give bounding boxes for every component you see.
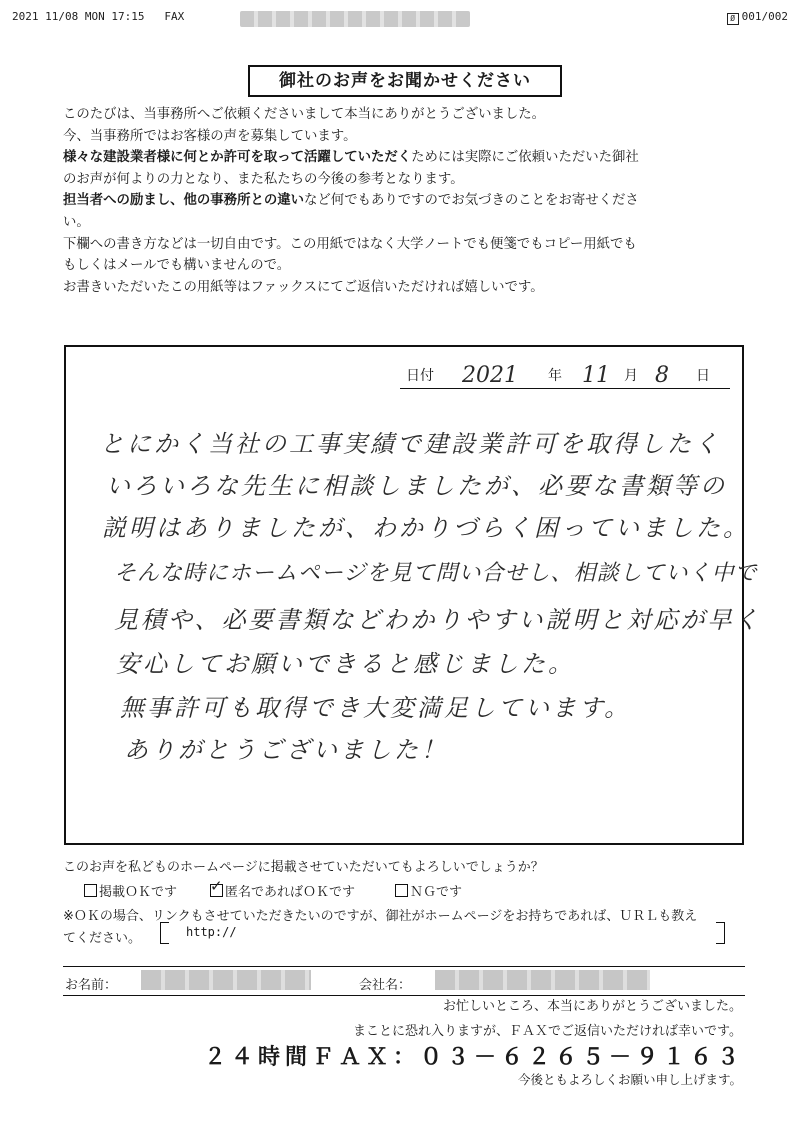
intro-bold: 担当者への励まし、他の事務所との違い [63, 193, 305, 209]
date-year: 2021 [462, 363, 518, 388]
intro-line: もしくはメールでも構いませんので。 [63, 258, 291, 274]
date-label: 日付 [406, 368, 434, 384]
footer-thanks: お忙しいところ、本当にありがとうございました。 [442, 999, 742, 1014]
url-input[interactable] [160, 922, 725, 946]
footer-fax-number: ２４時間ＦＡＸ：０３－６２６５－９１６３ [203, 1045, 744, 1070]
name-company-row [63, 966, 745, 996]
handwritten-line: そんな時にホームページを見て問い合せし、相談していく中で [114, 561, 758, 586]
footer-request: まことに恐れ入りますが、ＦＡＸでご返信いただければ幸いです。 [353, 1024, 742, 1039]
redacted-name [141, 970, 311, 990]
intro-line: のお声が何よりの力となり、また私たちの今後の参考となります。 [63, 171, 464, 187]
redacted-fax-number [240, 11, 470, 27]
date-day-unit: 日 [696, 368, 710, 384]
fax-header [12, 10, 788, 28]
date-year-unit: 年 [548, 368, 562, 384]
date-month-unit: 月 [624, 368, 638, 384]
fax-label: FAX [164, 10, 185, 23]
fax-datetime-text: 2021 11/08 MON 17:15 [12, 10, 145, 23]
handwritten-line: いろいろな先生に相談しましたが、必要な書類等の [106, 472, 727, 500]
name-label: お名前： [65, 978, 118, 993]
intro-line: い。 [63, 214, 90, 230]
handwritten-line: 安心してお願いできると感じました。 [116, 650, 575, 678]
redacted-company [435, 970, 650, 990]
intro-text [63, 104, 743, 298]
intro-line [63, 147, 743, 169]
intro-bold: 様々な建設業者様に何とか許可を取って活躍していただく [63, 150, 412, 166]
checkbox[interactable] [395, 884, 408, 897]
company-label: 会社名： [359, 978, 412, 993]
intro-line: 下欄への書き方などは一切自由です。この用紙ではなく大学ノートでも便箋でもコピー用紙でも [63, 236, 637, 252]
option-label: 匿名であればＯＫです [225, 885, 356, 900]
intro-rest: ためには実際にご依頼いただいた御社 [411, 150, 639, 166]
fax-page-icon: Ø [727, 13, 739, 25]
bracket-right [716, 922, 725, 944]
handwritten-line: 見積や、必要書類などわかりやすい説明と対応が早く [114, 606, 762, 634]
url-note-line: ※ＯＫの場合、リンクもさせていただきたいのですが、御社がホームページをお持ちであれば、ＵＲＬも教え [63, 909, 698, 924]
option-ng[interactable] [395, 881, 462, 900]
intro-line [63, 190, 743, 212]
date-month: 11 [582, 363, 610, 388]
option-publish-ok[interactable] [84, 881, 177, 900]
intro-line: このたびは、当事務所へご依頼くださいまして本当にありがとうございました。 [63, 107, 546, 122]
date-day: 8 [655, 363, 669, 388]
intro-rest: など何でもありですのでお気づきのことをお寄せくださ [304, 193, 639, 209]
footer-closing: 今後ともよろしくお願い申し上げます。 [517, 1072, 742, 1087]
handwritten-line: ありがとうございました！ [124, 736, 448, 764]
page-title: 御社のお声をお聞かせください [248, 65, 562, 97]
intro-line: お書きいただいたこの用紙等はファックスにてご返信いただければ嬉しいです。 [63, 279, 544, 295]
consent-question: このお声を私どものホームページに掲載させていただいてもよろしいでしょうか？ [63, 860, 544, 875]
option-label: ＮＧです [410, 885, 463, 900]
intro-line: 今、当事務所ではお客様の声を募集しています。 [63, 128, 357, 144]
handwritten-line: 無事許可も取得でき大変満足しています。 [120, 694, 632, 722]
checkbox[interactable] [84, 884, 97, 897]
fax-datetime [12, 10, 184, 23]
fax-page-text: 001/002 [741, 10, 788, 23]
bracket-left [160, 922, 169, 944]
date-field [400, 362, 730, 389]
option-label: 掲載ＯＫです [99, 885, 178, 900]
handwritten-line: とにかく当社の工事実績で建設業許可を取得したく [100, 430, 721, 458]
response-box [64, 345, 744, 845]
checkbox-checked[interactable] [210, 884, 223, 897]
handwritten-line: 説明はありましたが、わかりづらく困っていました。 [102, 514, 750, 542]
option-anonymous-ok[interactable] [210, 881, 355, 900]
url-prefix: http:// [186, 925, 237, 939]
url-note-line: てください。 [63, 931, 142, 946]
fax-page-number [727, 10, 788, 25]
